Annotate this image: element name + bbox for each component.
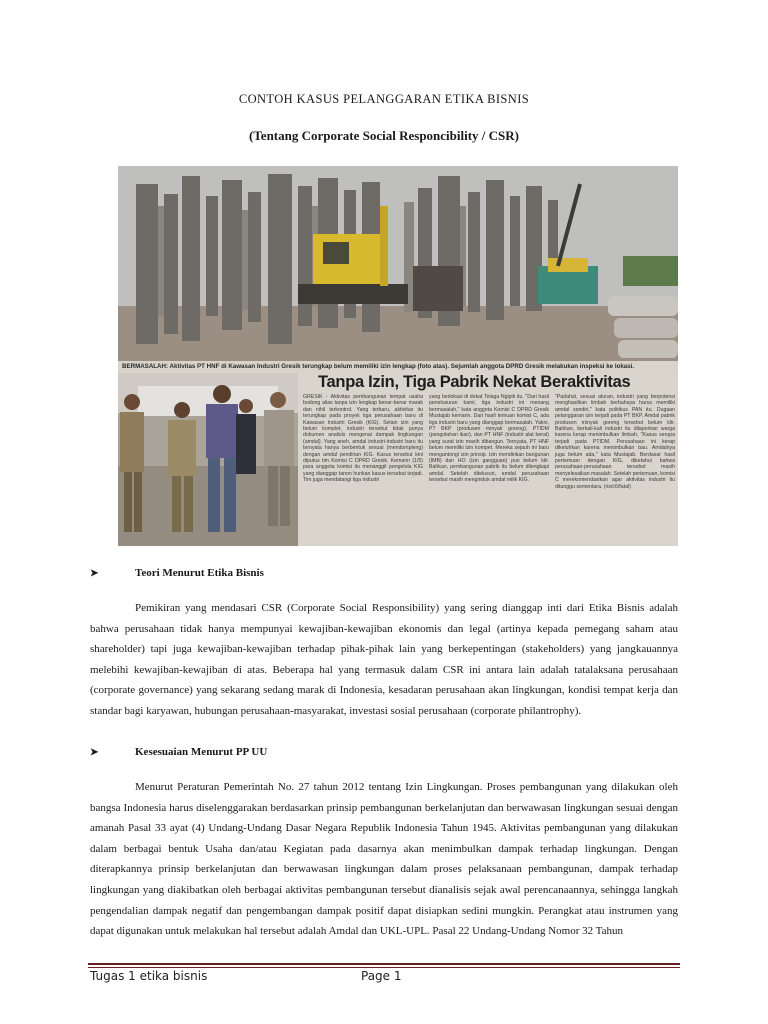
- section-paragraph-teori: Pemikiran yang mendasari CSR (Corporate Social Responsibility) yang sering dianggap inti dari Etika Bisnis adalah bahwa perusahaan tidak hanya mempunyai kewajiban-kewajiban ekonomis dan legal (artinya kepada pemegang saham atau shareholder) tapi juga kewajiban-kewajiban terhadap pihak-pihak lain yang berkepentingan (stakeholders) yang jangkauannya melebihi kewajiban-kewajiban di atas. Beberapa hal yang termasuk dalam CSR ini antara lain adalah tatalaksana perusahaan (corporate governance) yang sekarang sedang marak di Indonesia, kesadaran perusahaan akan lingkungan, kondisi tempat kerja dan standar bagi karyawan, hubungan perusahaan-masyarakat, investasi sosial perusahaan (corporate philantrophy).: [90, 602, 678, 717]
- section-heading-text: Kesesuaian Menurut PP UU: [135, 746, 268, 758]
- newspaper-clipping-image: [118, 166, 678, 546]
- section-paragraph-kesesuaian: Menurut Peraturan Pemerintah No. 27 tahun 2012 tentang Izin Lingkungan. Proses pembangunan yang dilakukan oleh bangsa Indonesia harus diselenggarakan berdasarkan prinsip pembangunan berkelanjutan dan berwawasan lingkungan sesuai dengan amanah Pasal 33 ayat (4) Undang-Undang Dasar Negara Republik Indonesia Tahun 1945. Aktivitas pembangunan yang dilakukan dalam berbagai bentuk Usaha dan/atau Kegiatan pada dasarnya akan menimbulkan dampak terhadap lingkungan. Dengan diterapkannya prinsip berkelanjutan dan berwawasan lingkungan dalam proses pelaksanaan pembangunan, dampak terhadap lingkungan yang diakibatkan oleh berbagai aktivitas pembangunan tersebut dianalisis sejak awal perencanaannya, sehingga langkah pengendalian dampak negatif dan pengembangan dampak positif dapat disiapkan sedini mungkin. Perangkat atau instrumen yang dapat digunakan untuk melakukan hal tersebut adalah Amdal dan UKL-UPL. Pasal 22 Undang-Undang Nomor 32 Tahun: [90, 781, 678, 938]
- news-headline: Tanpa Izin, Tiga Pabrik Nekat Beraktivitas: [318, 373, 631, 391]
- arrow-bullet-icon: ➤: [90, 746, 99, 758]
- footer-label: Tugas 1 etika bisnis: [90, 969, 208, 983]
- section-heading-text: Teori Menurut Etika Bisnis: [135, 567, 264, 579]
- document-subtitle: (Tentang Corporate Social Responcibility / CSR): [249, 128, 519, 143]
- news-column: yang berlokasi di dekat Telaga Ngipik itu. "Dari hasil penelusuran kami, tiga industri ini menang bermasalah," kata anggota Komisi C DPRD Gresik Mustajab kemarin. Dari hasil temuan komisi C, ada tiga industri baru yang dianggap bermasalah. Yakni, PT BKP (produsen minyak goreng), PTIDM (pengolahan ikan), dan PT HNF (industri alat berat) yang surat izin masih dibangun. Ternyata, PT HNF belum memiliki izin kompet. Mereka sejauh ini baru mengantongi izin prinsip. Izin mendirikan bangunan (IMB) dan HO (izin gangguan) pun belum klir. Bahkan, pembangunan pabrik itu belum dilengkapi amdal. Setelah ditelusuri, amdal perusahaan tersebut masih menginduk amdal milik KIG.: [429, 394, 549, 484]
- document-title: CONTOH KASUS PELANGGARAN ETIKA BISNIS: [238, 92, 530, 106]
- news-column: GRESIK - Aktivitas pembangunan tempat usaha bodong alias tanpa izin lengkap benar-benar marak dan nihil terkontrol. Yang terbaru, aktivitas itu terungkap pada proyek tiga perusahaan baru di Kawasan Industri Gresik (KIG). Selain izin yang belum komplet, industri tersebut tidak punya dokumen analisis mengenai dampak lingkungan (amdal). Yang aneh, amdal industri-industri baru itu ternyata hanya berbentuk sesuai (mendompleng) dengan amdal pendirian KIG. Kasus tersebut kini diputus tim Komisi C DPRD Gresik. Kemarin (1/5) para anggota komisi itu menanggil pengelola KIG yang dianggap tanon hunkan kasus tersebut terjadi. Tim juga mendatangi tiga industri: [303, 394, 423, 484]
- photo-caption: BERMASALAH: Aktivitas PT HNF di Kawasan Industri Gresik terungkap belum memiliki izin lengkap (foto atas). Sejumlah anggota DPRD Gresik melakukan inspeksi ke lokasi.: [122, 363, 635, 370]
- page-number: Page 1: [361, 969, 402, 983]
- section-heading-teori: [90, 567, 264, 579]
- news-columns: [303, 394, 675, 542]
- arrow-bullet-icon: ➤: [90, 567, 99, 579]
- news-column: "Padahal, sesuai aturan, industri yang berpotensi menghasilkan limbah berbahaya harus memiliki amdal sendiri," kata politikus PAN itu. Dugaan pelanggaran izin terjadi pada PT BKP. Amdal pabrik produsen minyak goreng tersebut belum klir. Bahkan, berkali-kali industri itu dilaporkan warga karena kerap menimbulkan limbah. "Kasus serupa terjadi pada PTIDM. Perusahaan ini kerap dikeluhkan karena menimbulkan bau. Amdalnya juga belum ada," kata Mustajab. Berdasar hasil pertemuan dengan KIG, diketahui bahwa perusahaan-perusahaan tersebut masih menyelesaikan masalah. Setelah pertemuan, komisi C merekomendasikan agar aktivitas industri itu ditunggu sementara. (ris/c6/fatal): [555, 394, 675, 490]
- section-heading-kesesuaian: [90, 746, 267, 758]
- footer-divider: [88, 963, 680, 968]
